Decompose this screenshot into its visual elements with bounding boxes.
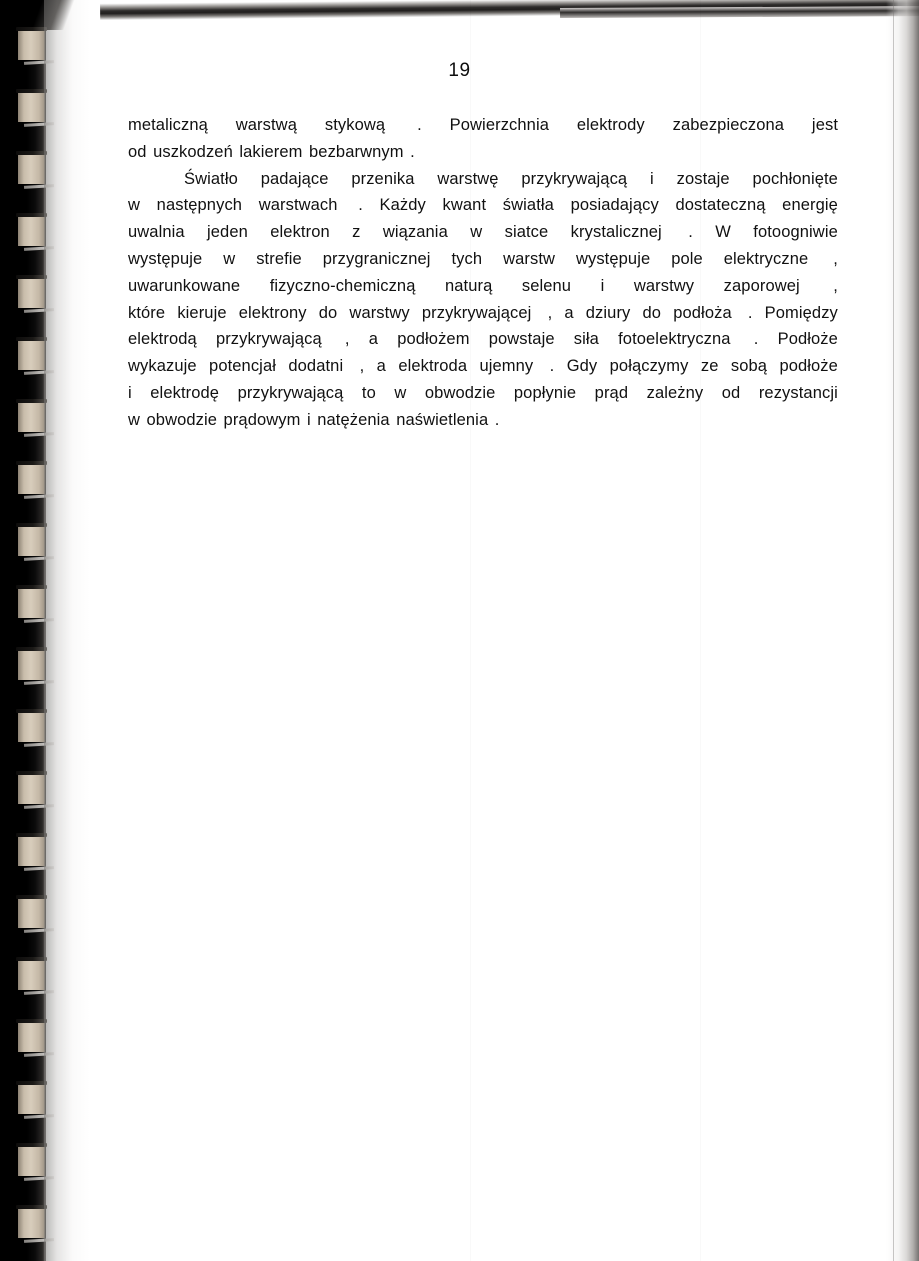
right-page-edge-line xyxy=(893,0,894,1261)
word: dziury xyxy=(585,303,631,322)
word: wykazuje xyxy=(128,357,197,376)
binding-coil xyxy=(18,278,45,308)
word: przykrywającą xyxy=(521,169,628,188)
binding-coil xyxy=(18,774,45,804)
punctuation: , xyxy=(547,303,553,322)
word: i xyxy=(650,169,654,188)
word: zostaje xyxy=(676,169,730,188)
word: Każdy xyxy=(379,196,426,215)
word: w xyxy=(223,249,236,268)
punctuation: . xyxy=(494,410,500,429)
text-line xyxy=(128,246,838,273)
word: posiadający xyxy=(570,196,659,215)
word: ujemny xyxy=(479,357,534,376)
punctuation: . xyxy=(747,303,753,322)
word: fizyczno-chemiczną xyxy=(269,276,416,295)
text-line xyxy=(128,273,838,300)
top-scan-band-secondary xyxy=(560,6,919,18)
word: z xyxy=(352,223,361,242)
word: przykrywającej xyxy=(421,303,532,322)
word: elektron xyxy=(270,223,330,242)
binding-coil xyxy=(18,464,45,494)
word: krystalicznej xyxy=(570,223,662,242)
word: dodatni xyxy=(288,357,344,376)
word: uszkodzeń xyxy=(153,142,233,161)
word: w xyxy=(394,383,407,402)
right-page-edge xyxy=(886,0,919,1261)
binding-shadow xyxy=(44,0,90,1261)
binding-coil xyxy=(18,1208,45,1238)
word: naturą xyxy=(444,276,493,295)
word: jeden xyxy=(207,223,248,242)
word: elektryczne xyxy=(723,249,809,268)
word: prąd xyxy=(594,383,629,402)
punctuation: . xyxy=(753,330,759,349)
punctuation: . xyxy=(410,142,415,161)
word: a xyxy=(376,357,386,376)
word: podłożem xyxy=(397,330,470,349)
binding-coil xyxy=(18,340,45,370)
word: od xyxy=(128,142,147,161)
word: światła xyxy=(502,196,554,215)
word: lakierem xyxy=(239,142,303,161)
word: elektroda xyxy=(398,357,468,376)
binding-coil xyxy=(18,30,45,60)
binding-coil xyxy=(18,526,45,556)
word: padające xyxy=(260,169,329,188)
binding-coil xyxy=(18,1146,45,1176)
punctuation: , xyxy=(359,357,365,376)
binding-coil xyxy=(18,960,45,990)
binding-coil xyxy=(18,588,45,618)
page-text-body xyxy=(128,112,838,434)
word: powstaje xyxy=(488,330,555,349)
word: sobą xyxy=(730,357,768,376)
punctuation: , xyxy=(833,249,838,268)
binding-coil xyxy=(18,836,45,866)
word: siła xyxy=(573,330,599,349)
word: natężenia xyxy=(317,410,390,429)
text-line xyxy=(128,219,838,246)
word: Światło xyxy=(184,169,238,188)
word: Gdy xyxy=(566,357,598,376)
word: stykową xyxy=(324,116,386,134)
word: Powierzchnia xyxy=(449,116,549,134)
word: do xyxy=(642,303,662,322)
word: podłoża xyxy=(673,303,732,322)
word: zabezpieczona xyxy=(672,116,785,134)
word: jest xyxy=(811,116,838,134)
punctuation: . xyxy=(549,357,555,376)
word: obwodzie xyxy=(424,383,496,402)
word: które xyxy=(128,303,166,322)
word: w xyxy=(470,223,483,242)
text-line xyxy=(128,192,838,219)
binding-coil xyxy=(18,216,45,246)
word: tych xyxy=(451,249,483,268)
word: do xyxy=(318,303,338,322)
word: bezbarwnym xyxy=(309,142,404,161)
text-line xyxy=(128,112,838,139)
text-line xyxy=(128,326,838,353)
word: i xyxy=(600,276,605,295)
word: w xyxy=(128,196,141,215)
word: kwant xyxy=(442,196,487,215)
binding-coil xyxy=(18,650,45,680)
punctuation: . xyxy=(417,116,422,134)
word: uwarunkowane xyxy=(128,276,241,295)
binding-coil xyxy=(18,1084,45,1114)
word: elektrodę xyxy=(150,383,220,402)
text-line xyxy=(128,139,838,166)
word: elektrodą xyxy=(128,330,197,349)
word: w xyxy=(128,410,141,429)
word: warstw xyxy=(503,249,556,268)
word: dostateczną xyxy=(675,196,766,215)
word: Pomiędzy xyxy=(764,303,838,322)
word: warstwy xyxy=(349,303,410,322)
word: uwalnia xyxy=(128,223,185,242)
word: zaporowej xyxy=(723,276,800,295)
word: elektrony xyxy=(238,303,307,322)
binding-coil xyxy=(18,92,45,122)
word: przygranicznej xyxy=(322,249,431,268)
text-line xyxy=(128,300,838,327)
word: selenu xyxy=(521,276,572,295)
word: siatce xyxy=(504,223,549,242)
word: to xyxy=(361,383,376,402)
word: W xyxy=(715,223,731,242)
text-line xyxy=(128,407,838,434)
word: podłoże xyxy=(779,357,838,376)
word: prądowym xyxy=(223,410,301,429)
word: a xyxy=(368,330,379,349)
word: występuje xyxy=(128,249,203,268)
word: i xyxy=(306,410,311,429)
word: naświetlenia xyxy=(396,410,489,429)
word: pole xyxy=(671,249,703,268)
punctuation: . xyxy=(358,196,363,215)
word: strefie xyxy=(256,249,302,268)
word: występuje xyxy=(575,249,651,268)
word: przykrywającą xyxy=(237,383,344,402)
binding-coil xyxy=(18,402,45,432)
word: pochłonięte xyxy=(752,169,838,188)
word: zależny xyxy=(646,383,704,402)
word: warstwą xyxy=(235,116,297,134)
word: fotoogniwie xyxy=(753,223,838,242)
word: warstwach xyxy=(258,196,338,215)
binding-coil xyxy=(18,1022,45,1052)
word: warstwy xyxy=(633,276,695,295)
word: od xyxy=(721,383,741,402)
binding-coil xyxy=(18,154,45,184)
word: energię xyxy=(782,196,838,215)
word: kieruje xyxy=(177,303,227,322)
word: następnych xyxy=(156,196,243,215)
word: a xyxy=(564,303,574,322)
word: rezystancji xyxy=(758,383,838,402)
word: obwodzie xyxy=(146,410,218,429)
word: Podłoże xyxy=(777,330,838,349)
word: fotoelektryczna xyxy=(618,330,731,349)
word: elektrody xyxy=(576,116,645,134)
scanner-backdrop xyxy=(0,0,46,1261)
punctuation: . xyxy=(688,223,693,242)
binding-coil xyxy=(18,898,45,928)
word: metaliczną xyxy=(128,116,208,134)
binding-coil xyxy=(18,712,45,742)
word: ze xyxy=(700,357,719,376)
text-line xyxy=(128,166,838,193)
word: warstwę xyxy=(437,169,499,188)
word: potencjał xyxy=(209,357,276,376)
word: wiązania xyxy=(382,223,448,242)
word: połączymy xyxy=(609,357,689,376)
word: przykrywającą xyxy=(215,330,322,349)
word: popłynie xyxy=(513,383,577,402)
word: przenika xyxy=(351,169,415,188)
page-number: 19 xyxy=(448,60,471,81)
punctuation: , xyxy=(344,330,350,349)
text-line xyxy=(128,380,838,407)
punctuation: , xyxy=(833,276,838,295)
text-line xyxy=(128,353,838,380)
word: i xyxy=(128,383,132,402)
